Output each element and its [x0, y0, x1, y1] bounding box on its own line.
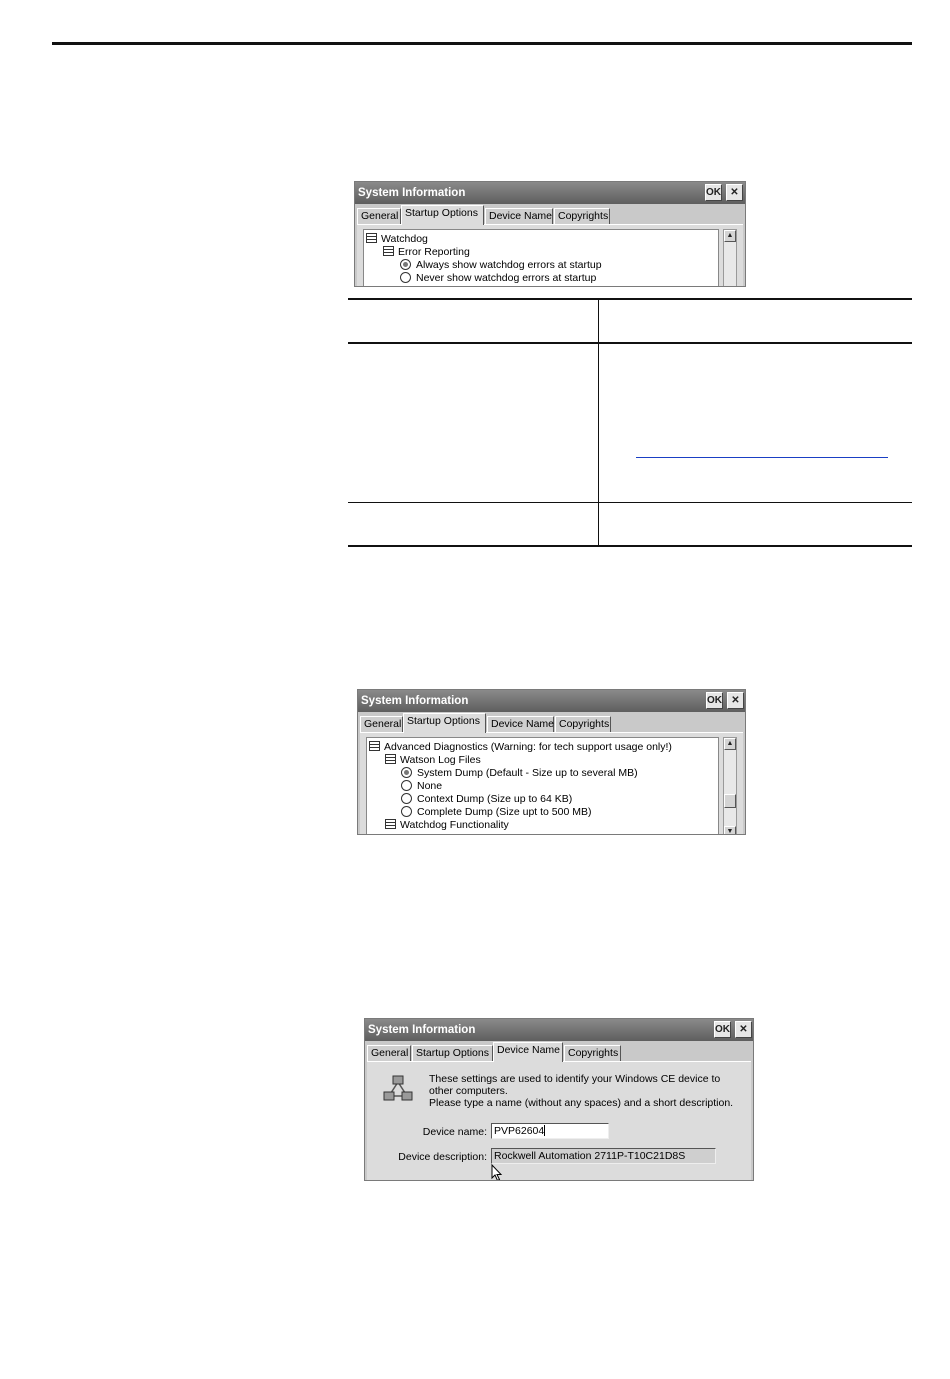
dialog-title-bar [355, 182, 745, 204]
table-top-rule [348, 298, 912, 300]
device-name-field[interactable] [491, 1123, 609, 1139]
tab-copyrights[interactable]: Copyrights [564, 1045, 621, 1061]
tree-item-label: Watchdog Functionality [400, 819, 509, 831]
radio-complete-dump[interactable] [401, 806, 592, 819]
tree-item-label: Advanced Diagnostics (Warning: for tech support usage only!) [384, 741, 672, 753]
tree-node-icon [385, 819, 396, 829]
radio-label: System Dump (Default - Size up to several MB) [417, 767, 638, 779]
device-name-value: PVP62604 [494, 1125, 545, 1137]
ok-button[interactable]: OK [706, 692, 723, 709]
radio-unselected-icon [401, 806, 412, 817]
tree-item-watson-log-files[interactable] [385, 754, 481, 767]
tree-node-icon [385, 754, 396, 764]
radio-label: Context Dump (Size up to 64 KB) [417, 793, 573, 805]
hyperlink-underline[interactable] [636, 457, 888, 458]
radio-label: None [417, 780, 443, 792]
tab-device-name[interactable]: Device Name [485, 208, 553, 224]
tab-startup-options[interactable]: Startup Options [403, 713, 486, 733]
tree-item-watchdog[interactable] [366, 233, 428, 246]
mouse-cursor-icon [491, 1164, 503, 1181]
radio-unselected-icon [400, 272, 411, 283]
tab-panel [367, 1061, 751, 1180]
dialog-title: System Information [368, 1024, 476, 1036]
close-icon[interactable]: ✕ [727, 692, 744, 709]
tab-startup-options[interactable]: Startup Options [401, 205, 484, 225]
dialog-title: System Information [361, 695, 469, 707]
dialog-title-bar [365, 1019, 753, 1041]
dialog-title-bar [358, 690, 745, 712]
vertical-scrollbar[interactable] [723, 737, 737, 835]
radio-always-show-errors[interactable] [400, 259, 602, 272]
radio-unselected-icon [401, 793, 412, 804]
description-line-2: other computers. [429, 1085, 508, 1097]
radio-selected-icon [401, 767, 412, 778]
page-top-rule [52, 42, 912, 45]
table-bottom-rule [348, 545, 912, 547]
radio-selected-icon [400, 259, 411, 270]
scroll-up-arrow-icon[interactable]: ▲ [724, 230, 736, 242]
radio-never-show-errors[interactable] [400, 272, 596, 285]
ok-button[interactable]: OK [705, 184, 722, 201]
tab-general[interactable]: General [367, 1045, 411, 1061]
network-icon [381, 1074, 415, 1106]
system-info-dialog-watchdog [354, 181, 746, 287]
radio-unselected-icon [401, 780, 412, 791]
close-icon[interactable]: ✕ [735, 1021, 752, 1038]
tab-copyrights[interactable]: Copyrights [554, 208, 610, 224]
ok-button[interactable]: OK [714, 1021, 731, 1038]
radio-system-dump[interactable] [401, 767, 638, 780]
close-icon[interactable]: ✕ [726, 184, 743, 201]
radio-context-dump[interactable] [401, 793, 572, 806]
tab-panel [357, 224, 743, 286]
tree-item-error-reporting[interactable] [383, 246, 470, 259]
table-column-divider [598, 300, 599, 546]
tree-node-icon [366, 233, 377, 243]
radio-label: Never show watchdog errors at startup [416, 272, 597, 284]
system-info-dialog-device-name [364, 1018, 754, 1181]
table-row-divider [348, 502, 912, 503]
options-tree [366, 737, 719, 835]
dialog-title: System Information [358, 187, 466, 199]
tab-panel [360, 732, 743, 834]
tab-copyrights[interactable]: Copyrights [555, 716, 611, 732]
tab-device-name[interactable]: Device Name [487, 716, 554, 732]
table-header-rule [348, 342, 912, 344]
tree-item-watchdog-functionality[interactable] [385, 819, 509, 832]
tree-node-icon [383, 246, 394, 256]
scroll-up-arrow-icon[interactable]: ▲ [724, 738, 736, 750]
scroll-down-arrow-icon[interactable]: ▼ [724, 826, 736, 835]
text-caret [544, 1125, 545, 1136]
vertical-scrollbar[interactable] [723, 229, 737, 287]
system-info-dialog-diagnostics [357, 689, 746, 835]
tab-general[interactable]: General [357, 208, 401, 224]
tree-node-icon [369, 741, 380, 751]
tab-general[interactable]: General [360, 716, 403, 732]
tree-item-label: Error Reporting [398, 246, 470, 258]
radio-label: Always show watchdog errors at startup [416, 259, 602, 271]
device-name-label: Device name: [422, 1126, 487, 1138]
tree-item-label: Watchdog [381, 233, 428, 245]
description-line-3: Please type a name (without any spaces) and a short description. [429, 1097, 734, 1109]
tree-item-advanced-diagnostics[interactable] [369, 741, 672, 754]
device-description-label: Device description: [398, 1151, 487, 1163]
device-description-field[interactable]: Rockwell Automation 2711P-T10C21D8S [491, 1148, 716, 1164]
radio-none[interactable] [401, 780, 442, 793]
options-tree [363, 229, 719, 287]
tree-item-label: Watson Log Files [400, 754, 481, 766]
radio-label: Complete Dump (Size upt to 500 MB) [417, 806, 592, 818]
tab-device-name[interactable]: Device Name [493, 1042, 563, 1062]
scrollbar-thumb[interactable] [724, 794, 736, 808]
description-line-1: These settings are used to identify your Windows CE device to [429, 1073, 721, 1085]
tab-startup-options[interactable]: Startup Options [412, 1045, 493, 1061]
